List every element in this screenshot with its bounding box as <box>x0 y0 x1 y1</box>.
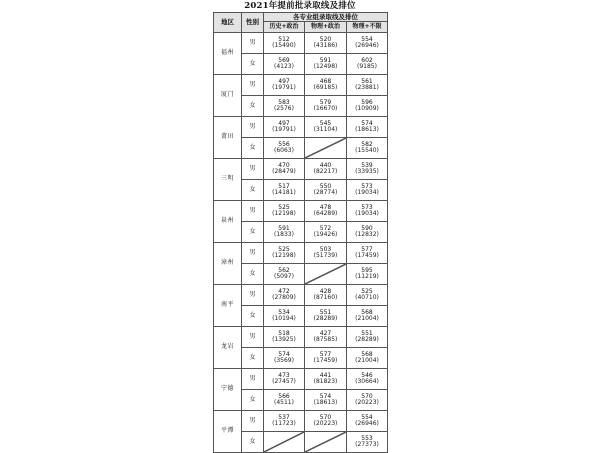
gender-cell: 男 <box>242 285 264 306</box>
region-cell: 福州 <box>214 33 242 75</box>
score-cell <box>305 96 347 117</box>
score-cell <box>305 33 347 54</box>
score-cell <box>264 348 305 369</box>
rank-value: (51739) <box>313 252 338 259</box>
diagonal-slash <box>264 432 304 452</box>
score-cell <box>347 159 388 180</box>
score-cell <box>347 54 388 75</box>
admission-table <box>213 12 388 453</box>
score-cell <box>264 369 305 390</box>
score-cell <box>347 432 388 453</box>
rank-value: (15540) <box>355 147 379 154</box>
rank-value: (40710) <box>355 294 379 301</box>
score-cell <box>305 54 347 75</box>
rank-value: (2576) <box>274 105 294 112</box>
score-value: 468 <box>319 77 332 85</box>
gender-cell: 女 <box>242 348 264 369</box>
rank-value: (31104) <box>313 126 338 133</box>
score-value: 591 <box>319 56 332 64</box>
score-value: 591 <box>278 224 290 232</box>
score-value: 595 <box>361 266 373 274</box>
rank-value: (23881) <box>355 84 379 91</box>
score-cell <box>347 411 388 432</box>
score-cell <box>347 243 388 264</box>
score-cell <box>347 180 388 201</box>
score-cell <box>264 75 305 96</box>
empty-slash-cell <box>305 432 347 453</box>
table-row <box>214 117 388 138</box>
score-cell <box>347 222 388 243</box>
score-value: 582 <box>361 140 373 148</box>
table-row <box>214 159 388 180</box>
rank-value: (19791) <box>272 84 296 91</box>
rank-value: (12198) <box>272 252 296 259</box>
score-value: 545 <box>319 119 332 127</box>
score-cell <box>347 369 388 390</box>
rank-value: (1833) <box>274 231 294 238</box>
score-cell <box>305 285 347 306</box>
rank-value: (14181) <box>272 189 296 196</box>
score-cell <box>347 264 388 285</box>
rank-value: (81823) <box>313 378 338 385</box>
rank-value: (19034) <box>355 210 379 217</box>
score-cell <box>305 369 347 390</box>
empty-slash-cell <box>305 264 347 285</box>
score-cell <box>264 264 305 285</box>
score-value: 570 <box>319 413 332 421</box>
region-cell: 南平 <box>214 285 242 327</box>
score-value: 590 <box>361 224 373 232</box>
table-row <box>214 327 388 348</box>
score-value: 551 <box>361 329 373 337</box>
score-cell <box>305 306 347 327</box>
rank-value: (5097) <box>274 273 294 280</box>
score-value: 562 <box>278 266 290 274</box>
score-cell <box>305 243 347 264</box>
score-cell <box>305 348 347 369</box>
gender-cell: 女 <box>242 390 264 411</box>
table-row <box>214 33 388 54</box>
gender-cell: 女 <box>242 138 264 159</box>
score-cell <box>305 180 347 201</box>
score-value: 472 <box>278 287 290 295</box>
score-cell <box>347 33 388 54</box>
score-value: 550 <box>319 182 332 190</box>
rank-value: (18613) <box>355 126 379 133</box>
rank-value: (19791) <box>272 126 296 133</box>
rank-value: (26946) <box>355 42 379 49</box>
score-value: 553 <box>361 434 373 442</box>
region-cell: 厦门 <box>214 75 242 117</box>
score-value: 525 <box>278 203 290 211</box>
rank-value: (21004) <box>355 315 379 322</box>
rank-value: (16670) <box>313 105 338 112</box>
rank-value: (64289) <box>313 210 338 217</box>
table-body <box>214 33 388 453</box>
header-col-history-politics: 历史+政治 <box>264 22 305 33</box>
rank-value: (28289) <box>313 315 338 322</box>
rank-value: (11723) <box>272 420 296 427</box>
score-value: 574 <box>319 392 332 400</box>
score-cell <box>264 222 305 243</box>
score-value: 556 <box>278 140 290 148</box>
diagonal-slash <box>305 138 346 158</box>
score-cell <box>264 285 305 306</box>
region-cell: 莆田 <box>214 117 242 159</box>
rank-value: (17459) <box>355 252 379 259</box>
header-col-physics-politics: 物理+政治 <box>305 22 347 33</box>
rank-value: (87160) <box>313 294 338 301</box>
score-cell <box>264 33 305 54</box>
score-value: 570 <box>361 392 373 400</box>
rank-value: (28479) <box>272 168 296 175</box>
score-cell <box>264 327 305 348</box>
rank-value: (12498) <box>313 63 338 70</box>
score-cell <box>264 243 305 264</box>
gender-cell: 男 <box>242 411 264 432</box>
score-value: 554 <box>361 35 373 43</box>
score-cell <box>347 96 388 117</box>
rank-value: (11219) <box>355 273 379 280</box>
table-row <box>214 285 388 306</box>
rank-value: (33935) <box>355 168 379 175</box>
rank-value: (19426) <box>313 231 338 238</box>
score-value: 573 <box>361 203 373 211</box>
score-value: 503 <box>319 245 332 253</box>
score-cell <box>347 285 388 306</box>
score-value: 470 <box>278 161 290 169</box>
region-cell: 漳州 <box>214 243 242 285</box>
region-cell: 泉州 <box>214 201 242 243</box>
region-cell: 宁德 <box>214 369 242 411</box>
gender-cell: 男 <box>242 33 264 54</box>
rank-value: (26946) <box>355 420 379 427</box>
document-title: 2021年提前批录取线及排位 <box>244 1 356 11</box>
rank-value: (27457) <box>272 378 296 385</box>
rank-value: (6063) <box>274 147 294 154</box>
gender-cell: 女 <box>242 222 264 243</box>
score-cell <box>264 54 305 75</box>
rank-value: (82217) <box>313 168 338 175</box>
score-cell <box>305 222 347 243</box>
score-cell <box>264 138 305 159</box>
score-value: 551 <box>319 308 332 316</box>
score-cell <box>347 390 388 411</box>
score-cell <box>347 138 388 159</box>
rank-value: (21004) <box>355 357 379 364</box>
score-value: 579 <box>319 98 332 106</box>
score-value: 428 <box>319 287 332 295</box>
score-cell <box>264 96 305 117</box>
region-cell: 平潭 <box>214 411 242 453</box>
gender-cell: 男 <box>242 369 264 390</box>
rank-value: (10194) <box>272 315 296 322</box>
gender-cell: 男 <box>242 243 264 264</box>
score-cell <box>347 306 388 327</box>
score-value: 577 <box>319 350 332 358</box>
score-cell <box>347 348 388 369</box>
rank-value: (10909) <box>355 105 379 112</box>
score-value: 596 <box>361 98 373 106</box>
score-cell <box>264 411 305 432</box>
score-value: 512 <box>278 35 290 43</box>
header-region: 地区 <box>214 13 242 33</box>
rank-value: (27373) <box>355 441 379 448</box>
score-value: 568 <box>361 350 373 358</box>
score-cell <box>305 411 347 432</box>
header-col-physics-any: 物理+不限 <box>347 22 388 33</box>
document <box>213 0 387 453</box>
score-cell <box>347 327 388 348</box>
rank-value: (9185) <box>357 63 377 70</box>
table-row <box>214 243 388 264</box>
diagonal-slash <box>305 432 346 452</box>
rank-value: (4511) <box>274 399 294 406</box>
score-cell <box>264 117 305 138</box>
score-value: 441 <box>319 371 332 379</box>
score-cell <box>347 117 388 138</box>
score-value: 572 <box>319 224 332 232</box>
gender-cell: 男 <box>242 201 264 222</box>
score-cell <box>264 306 305 327</box>
region-cell: 龙岩 <box>214 327 242 369</box>
score-cell <box>264 390 305 411</box>
gender-cell: 女 <box>242 432 264 453</box>
rank-value: (15490) <box>272 42 296 49</box>
score-value: 518 <box>278 329 290 337</box>
rank-value: (17459) <box>313 357 338 364</box>
score-value: 583 <box>278 98 290 106</box>
gender-cell: 男 <box>242 159 264 180</box>
gender-cell: 女 <box>242 264 264 285</box>
score-value: 517 <box>278 182 290 190</box>
rank-value: (20223) <box>313 420 338 427</box>
rank-value: (28774) <box>313 189 338 196</box>
score-value: 554 <box>361 413 373 421</box>
score-value: 573 <box>361 182 373 190</box>
score-cell <box>305 201 347 222</box>
rank-value: (30664) <box>355 378 379 385</box>
score-cell <box>305 390 347 411</box>
table-row <box>214 75 388 96</box>
rank-value: (69185) <box>313 84 338 91</box>
score-cell <box>305 327 347 348</box>
score-cell <box>347 75 388 96</box>
gender-cell: 男 <box>242 117 264 138</box>
rank-value: (3569) <box>274 357 294 364</box>
score-value: 497 <box>278 119 290 127</box>
score-value: 577 <box>361 245 373 253</box>
table-row <box>214 369 388 390</box>
gender-cell: 男 <box>242 75 264 96</box>
gender-cell: 女 <box>242 54 264 75</box>
gender-cell: 女 <box>242 306 264 327</box>
empty-slash-cell <box>264 432 305 453</box>
score-value: 497 <box>278 77 290 85</box>
score-value: 473 <box>278 371 290 379</box>
region-cell: 三明 <box>214 159 242 201</box>
rank-value: (4123) <box>274 63 294 70</box>
score-value: 602 <box>361 56 373 64</box>
rank-value: (43186) <box>313 42 338 49</box>
score-cell <box>305 75 347 96</box>
rank-value: (20223) <box>355 399 379 406</box>
rank-value: (18613) <box>313 399 338 406</box>
score-value: 539 <box>361 161 373 169</box>
score-value: 525 <box>361 287 373 295</box>
table-row <box>214 411 388 432</box>
score-value: 574 <box>361 119 373 127</box>
score-value: 520 <box>319 35 332 43</box>
header-group: 各专业组录取线及排位 <box>264 13 388 22</box>
score-value: 569 <box>278 56 290 64</box>
score-value: 537 <box>278 413 290 421</box>
rank-value: (27809) <box>272 294 296 301</box>
score-cell <box>264 180 305 201</box>
score-value: 534 <box>278 308 290 316</box>
rank-value: (13925) <box>272 336 296 343</box>
gender-cell: 男 <box>242 327 264 348</box>
rank-value: (12198) <box>272 210 296 217</box>
score-cell <box>347 201 388 222</box>
score-cell <box>264 201 305 222</box>
score-value: 478 <box>319 203 332 211</box>
rank-value: (12832) <box>355 231 379 238</box>
score-value: 525 <box>278 245 290 253</box>
gender-cell: 女 <box>242 96 264 117</box>
header-gender: 性别 <box>242 13 264 33</box>
score-value: 566 <box>278 392 290 400</box>
score-cell <box>305 117 347 138</box>
rank-value: (19034) <box>355 189 379 196</box>
rank-value: (28289) <box>355 336 379 343</box>
score-value: 561 <box>361 77 373 85</box>
score-cell <box>305 159 347 180</box>
score-value: 546 <box>361 371 373 379</box>
score-value: 427 <box>319 329 332 337</box>
table-row <box>214 201 388 222</box>
score-cell <box>264 159 305 180</box>
gender-cell: 女 <box>242 180 264 201</box>
diagonal-slash <box>305 264 346 284</box>
score-value: 440 <box>319 161 332 169</box>
rank-value: (87585) <box>313 336 338 343</box>
score-value: 568 <box>361 308 373 316</box>
score-value: 574 <box>278 350 290 358</box>
empty-slash-cell <box>305 138 347 159</box>
